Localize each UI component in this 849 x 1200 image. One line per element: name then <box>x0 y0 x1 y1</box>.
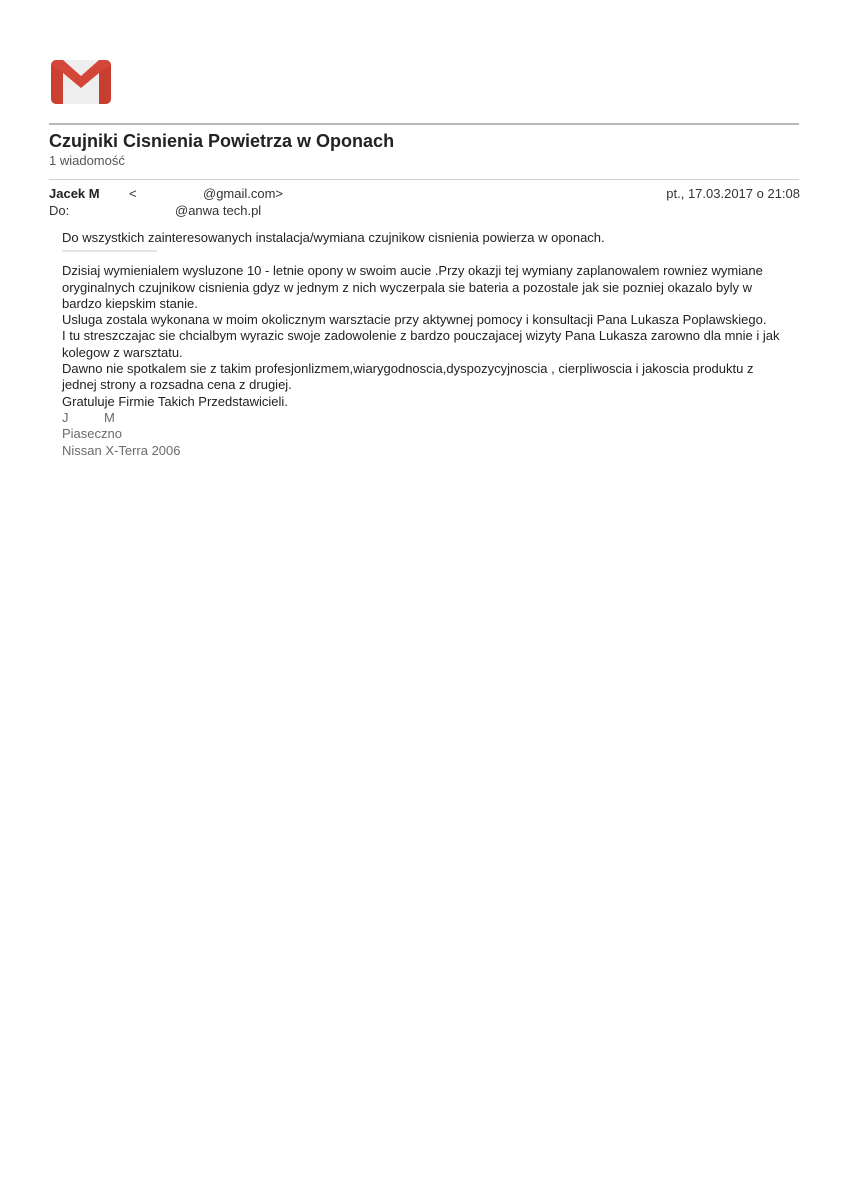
email-subject: Czujniki Cisnienia Powietrza w Oponach <box>49 131 395 151</box>
sender-name: Jacek M <box>49 186 100 201</box>
sender-email: @gmail.com> <box>203 186 284 201</box>
thread-divider <box>49 179 799 180</box>
signature-initial-first: J <box>62 409 69 425</box>
signature-initial-last: M <box>104 409 115 425</box>
sender-email-bracket: < <box>129 186 137 201</box>
message-date: pt., 17.03.2017 o 21:08 <box>666 186 800 201</box>
body-paragraph: Dzisiaj wymienialem wysluzone 10 - letnie opony w swoim aucie .Przy okazji tej wymiany zaplanowalem rowniez wymiane oryginalnych czujnikow cisnienia gdyz w jednym z nich wyczerpala sie bateria a pozostale jak sie pozniej okazalo byly w bardzo kiepskim stanie. <box>62 263 763 311</box>
signature-car: Nissan X-Terra 2006 <box>62 442 181 458</box>
message-count: 1 wiadomość <box>49 153 125 168</box>
signature-city: Piaseczno <box>62 426 122 442</box>
quoted-text-indicator <box>62 250 782 258</box>
body-paragraph: I tu streszczajac sie chcialbym wyrazic swoje zadowolenie z bardzo pouczajacej wizyty Pana Lukasza zarowno dla mnie i jak kolegow z warsztatu. <box>62 328 780 360</box>
body-paragraph: Dawno nie spotkalem sie z takim profesjonlizmem,wiarygodnoscia,dyspozycyjnoscia , cierpliwoscia i jakoscia produktu z jednej strony a rozsadna cena z drugiej. <box>62 361 754 393</box>
body-paragraph: Gratuluje Firmie Takich Przedstawicieli. <box>62 393 288 409</box>
body-paragraph: Usluga zostala wykonana w moim okolicznym warsztacie przy aktywnej pomocy i konsultacji Pana Lukasza Poplawskiego. <box>62 312 767 328</box>
header-divider <box>49 123 799 125</box>
recipient-label: Do: <box>49 203 70 218</box>
message-body <box>62 230 782 459</box>
recipient-email: @anwa tech.pl <box>175 203 262 218</box>
gmail-logo-icon <box>50 58 112 106</box>
signature-initials <box>62 410 782 426</box>
body-intro: Do wszystkich zainteresowanych instalacja/wymiana czujnikow cisnienia powierza w oponach. <box>62 230 605 245</box>
